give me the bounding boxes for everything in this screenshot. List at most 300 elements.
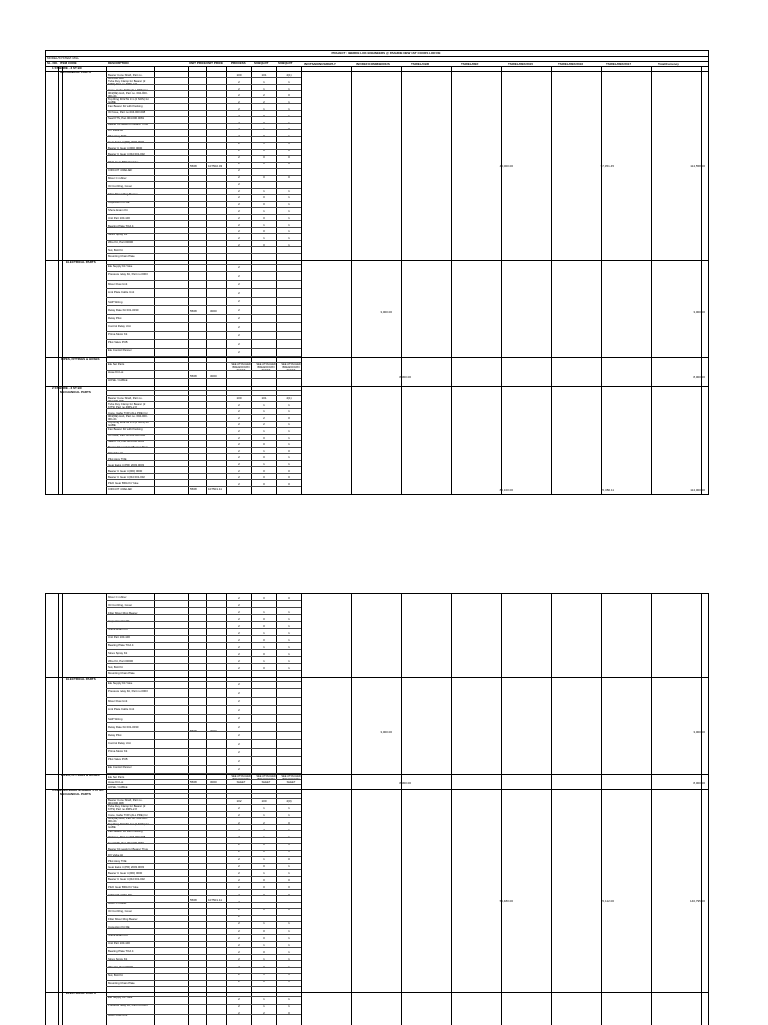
description-cell: Shore Enam Kit xyxy=(108,628,128,631)
count-cell: 1 xyxy=(288,950,290,955)
count-cell: 2 xyxy=(263,422,265,427)
description-cell: Fan Bearer Kit with Packing xyxy=(108,428,143,431)
count-cell: 1 xyxy=(288,202,290,207)
description-cell: Top Ring Fil ETH 3.1 (2 NOS) for GABE xyxy=(108,98,149,105)
count-cell: 1 xyxy=(288,402,290,407)
count-cell: 0 xyxy=(288,147,290,152)
count-cell: 0 xyxy=(263,842,265,847)
breakdown-note: SEE ATTACHED BREAKDOWN SHEET xyxy=(256,775,276,784)
count-cell: 0 xyxy=(263,134,265,139)
col-header-process: PROCESS xyxy=(231,62,246,65)
amount-cell: 55,480.00 xyxy=(499,899,513,903)
count-cell: 2 xyxy=(238,455,240,460)
description-cell: Mixer Flow Unit xyxy=(108,700,128,703)
count-cell: 1 xyxy=(263,610,265,614)
count-cell: 1 xyxy=(263,462,265,466)
amount-cell: 114,000.00 xyxy=(690,488,705,492)
count-cell: 1 xyxy=(288,645,290,649)
count-cell: 1 xyxy=(263,86,265,91)
count-cell: 1 xyxy=(288,86,290,91)
count-cell: 0 xyxy=(263,455,265,460)
count-cell: 1 xyxy=(263,659,265,663)
unit-price: 3000 xyxy=(210,375,217,378)
count-cell: 2 xyxy=(238,885,240,890)
count-cell: 0 xyxy=(288,596,290,600)
description-cell: DX Valve kit xyxy=(108,129,124,132)
description-cell: HOSE / CABLE xyxy=(108,786,128,789)
sheet-title: PRAJECT : IBERDE LOK ENGINEERS @ PANJINE NEW 1ST COURS LOR DE xyxy=(331,52,441,55)
col-header-subqldt: SUBQLDT xyxy=(254,62,269,65)
amount-cell: 8,000.00 xyxy=(693,781,705,785)
count-cell: 1 xyxy=(288,243,290,247)
description-cell: Pressure relay Kit, Part no.0003 xyxy=(108,273,148,276)
count-cell: 0 xyxy=(263,885,265,890)
description-cell: Relay Rate Kit 001-0030 xyxy=(108,726,139,729)
description-cell: Bearer C Gear 4 (Rd 001-002 xyxy=(108,878,145,881)
count-cell: 0 xyxy=(263,435,265,440)
count-cell: 1 xyxy=(288,842,290,847)
description-cell: Shore Enam Kit xyxy=(108,934,128,937)
count-cell: 1 xyxy=(288,813,290,818)
count-cell: 1 xyxy=(288,422,290,427)
count-cell: 2 xyxy=(238,215,240,220)
unit-label: 5568 xyxy=(190,375,197,378)
description-cell: Oil hose, Part no.004.000.008 xyxy=(108,434,146,437)
count-cell: 1 xyxy=(263,1004,265,1008)
count-cell: 2 xyxy=(238,265,240,269)
count-cell: 2 xyxy=(238,997,240,1001)
count-cell: 0 xyxy=(288,415,290,420)
count-cell: 2 xyxy=(238,236,240,241)
description-cell: Bearer Cone Shaft, Part no. 004.000.008 xyxy=(108,397,143,404)
section-label: PIPES, FITTINGS & HOSES xyxy=(61,774,100,777)
count-cell: 2 xyxy=(238,127,240,132)
description-cell: CIRCUIT 4 RELIEF xyxy=(108,169,133,172)
count-cell: 2 xyxy=(263,415,265,420)
count-cell: 0 xyxy=(263,638,265,642)
count-cell: 1 xyxy=(263,222,265,227)
description-cell: Bearer Cone Shaft, Part no. 004.000.008 xyxy=(108,799,143,806)
count-cell: 1 xyxy=(263,141,265,145)
count-cell: 2 xyxy=(238,120,240,125)
count-cell: 2 xyxy=(238,863,240,868)
amount-cell: 8,300.00 xyxy=(399,781,411,785)
description-cell: Mixer Flow Unit xyxy=(108,283,128,286)
description-cell: Fan Bearer Kit with Packing xyxy=(108,105,143,108)
description-cell: Hose Kit Lot xyxy=(108,781,124,784)
count-cell: 0 xyxy=(263,475,265,480)
count-cell: 2 xyxy=(238,971,240,976)
description-cell: Unit Part 100-100 xyxy=(108,942,130,945)
count-cell: 0 xyxy=(263,979,265,983)
count-cell: 2 xyxy=(238,209,240,213)
count-cell: 0 xyxy=(263,161,265,166)
description-cell: Tube Dey Clamp for Bearer (2 KITS) Part no.RMS-2.8 xyxy=(108,80,146,87)
description-cell: Relay Pilot xyxy=(108,734,122,737)
count-cell: 2 xyxy=(238,699,240,703)
section-label: 3 INDEXED BORE NUMBER 4 ST BC xyxy=(52,789,104,792)
col-header-description: DESCRIPTION xyxy=(108,62,129,65)
count-cell: 1 xyxy=(263,429,265,433)
count-cell: 2 xyxy=(263,1011,265,1015)
count-cell: 2 xyxy=(263,100,265,105)
section-label: ELECTRICAL PARTS xyxy=(66,261,96,264)
col-header-def: INV/DEF/COMM/BONUS xyxy=(356,63,390,66)
count-cell: 0 xyxy=(263,652,265,656)
count-cell: 0 xyxy=(263,950,265,955)
description-cell: Wire Kit, Part 00000 xyxy=(108,241,134,244)
count-cell: 1 xyxy=(288,624,290,628)
description-cell: Pressure relay Kit, Part no.0003 xyxy=(108,690,148,693)
amount-cell: 70,380.11 xyxy=(600,488,614,492)
count-cell: 2 xyxy=(238,273,240,278)
unit-label: 5568 xyxy=(190,899,197,902)
count-cell: 1 xyxy=(288,229,290,234)
count-cell: 2 xyxy=(238,596,240,600)
unit-price: 3000 xyxy=(210,310,217,313)
count-cell: 1 xyxy=(263,957,265,962)
amount-cell: 114,558.00 xyxy=(690,164,705,168)
description-cell: Prima Motor Kit xyxy=(108,333,128,336)
count-cell: 1 xyxy=(263,971,265,976)
count-cell: 2 xyxy=(238,435,240,440)
count-cell: 1 xyxy=(288,120,290,125)
col-header-slno: SL. NO. xyxy=(47,62,58,65)
count-cell: 0 xyxy=(263,243,265,247)
count-cell: 2 xyxy=(238,666,240,670)
count-cell: 2 xyxy=(238,350,240,354)
description-cell: Mixer C rubber xyxy=(108,177,127,180)
count-cell: 2 xyxy=(238,921,240,926)
description-cell: Oil Cut Ring, Cover xyxy=(108,910,133,913)
col-header-tsref: TS/REL/REF xyxy=(461,63,479,66)
description-cell: CIRCUIT 4 RELIEF xyxy=(108,894,133,897)
count-cell: 2 xyxy=(238,835,240,839)
count-cell: 2 xyxy=(238,957,240,962)
count-cell: 0 xyxy=(263,120,265,125)
count-cell: 2 xyxy=(238,415,240,420)
unit-price: 107501.11 xyxy=(208,899,222,902)
description-cell: Pilot Assy TOE xyxy=(108,135,127,138)
description-cell: Oil Cut Ring, Cover xyxy=(108,185,133,188)
count-cell: 2 xyxy=(238,1011,240,1015)
col-header-inv: INV/TS/BONUS/REPLY xyxy=(304,63,336,66)
count-cell: 1 xyxy=(263,409,265,414)
description-cell: Pilot Assy TOE xyxy=(108,860,127,863)
description-cell: Sinex Spray Kit xyxy=(108,958,128,961)
count-cell: 0 xyxy=(263,147,265,152)
description-cell: Mounting Chain Plate xyxy=(108,982,135,985)
description-cell: Bearer Kit seals for Bearer Thus xyxy=(108,446,148,449)
count-cell: 2 xyxy=(238,716,240,720)
section-label: ELECTRICAL PARTS xyxy=(66,678,96,681)
description-cell: Hose Kit Lot xyxy=(108,371,124,374)
count-cell: 2 xyxy=(238,333,240,337)
description-cell: Seal KTS, Pac.004.000.0081 xyxy=(108,842,145,845)
count-cell: 2 xyxy=(238,442,240,447)
description-cell: Pressure relay Kit, Part no.0003 xyxy=(108,1004,148,1007)
count-cell: 1 xyxy=(288,806,290,811)
count-cell: 1 xyxy=(263,813,265,818)
description-cell: Pilot Valve PCB xyxy=(108,341,128,344)
count-cell: 2 xyxy=(238,682,240,686)
breakdown-note: SEE ATTACHED BREAKDOWN SHEET xyxy=(281,363,301,372)
count-cell: 0 xyxy=(288,878,290,883)
count-cell: 1 xyxy=(263,209,265,213)
description-cell: Nut, Bolt Kit xyxy=(108,666,123,669)
description-cell: Cone, Gabe TOP-(ALL PRE) for 004(DE) Hub, Part no. 004-000-001-01 xyxy=(108,814,148,824)
count-cell: 1 xyxy=(288,871,290,875)
amount-cell: 57,351.45 xyxy=(600,164,614,168)
count-cell: 0 xyxy=(288,448,290,453)
count-cell: 2 xyxy=(238,161,240,166)
count-cell: 0 xyxy=(288,907,290,911)
description-cell: Seal KTS, Pac.004.000.0081 xyxy=(108,440,145,443)
count-cell: 1 xyxy=(288,113,290,118)
description-cell: Ele Control Pannel xyxy=(108,766,132,769)
count-cell: 1 xyxy=(288,943,290,947)
description-cell: Bearer C Gear 4 (RD) 0000 xyxy=(108,147,143,150)
description-cell: Relay Rate Kit 001-0030 xyxy=(108,309,139,312)
count-cell: 1 xyxy=(288,1004,290,1008)
count-cell: 2 xyxy=(238,422,240,427)
col-header-ref2016: TS/REL/REF/2016 xyxy=(558,63,584,66)
description-cell: Bearer C Gear 4 (RD) 0000 xyxy=(108,470,143,473)
count-cell: 1 xyxy=(288,141,290,145)
sub-header: MODEL/SYSTEM: MILL xyxy=(47,57,80,60)
amount-cell: 8,000.00 xyxy=(693,375,705,379)
description-cell: Bearing Plate TOA 4 xyxy=(108,644,134,647)
count-cell: 2 xyxy=(238,299,240,303)
count-cell: 2 xyxy=(238,188,240,193)
count-cell: 2 xyxy=(238,468,240,473)
count-cell: 2 xyxy=(238,914,240,919)
description-cell: Top Ring Fil ETH 3.1 (2 NOS) for GABE xyxy=(108,421,149,428)
count-cell: 2 xyxy=(238,475,240,480)
count-cell: 1 xyxy=(263,645,265,649)
count-cell: 102 xyxy=(236,799,242,803)
description-cell: Sinex Spray Kit xyxy=(108,652,128,655)
description-cell: SHP Wiring xyxy=(108,301,123,304)
description-cell: Link Plate Cable Unit xyxy=(108,291,135,294)
description-cell: Ele Supply Kit Yoke xyxy=(108,996,133,999)
count-cell: 1 xyxy=(263,806,265,811)
count-cell: 2 xyxy=(238,935,240,940)
description-cell: Mixer Flow Unit xyxy=(108,1014,128,1017)
count-cell: 1 xyxy=(263,448,265,453)
count-cell: 2 xyxy=(238,899,240,904)
description-cell: Mounting Chain Plate xyxy=(108,672,135,675)
count-cell: 2 xyxy=(238,750,240,754)
amount-cell: 140,795.00 xyxy=(689,899,705,903)
count-cell: 2 xyxy=(238,86,240,91)
count-cell: 2 xyxy=(238,690,240,695)
count-cell: 2 xyxy=(238,892,240,897)
section-group-label: MECHANICAL PARTS xyxy=(60,793,91,796)
count-cell: 1 xyxy=(288,209,290,213)
count-cell: 2 xyxy=(238,134,240,139)
count-cell: 1 xyxy=(288,652,290,656)
description-cell: Gear Eeks 4 (PR) 2003.0003 xyxy=(108,866,145,869)
description-cell: Relay Pilot xyxy=(108,317,122,320)
unit-price: 107502.03 xyxy=(208,165,223,168)
description-cell: Nut, Bolt Kit xyxy=(108,249,123,252)
count-cell: 0 xyxy=(263,935,265,940)
count-cell: 0 xyxy=(263,113,265,118)
count-cell: 1 xyxy=(288,835,290,839)
count-cell: 2 xyxy=(238,307,240,312)
count-cell: 2 xyxy=(238,93,240,98)
count-cell: 0 xyxy=(263,195,265,200)
description-cell: Bearer C Gear 4 (RD) 0000 xyxy=(108,872,143,875)
count-cell: 2 xyxy=(263,93,265,98)
unit-price: 3000 xyxy=(210,781,217,784)
amount-cell: 3,000.00 xyxy=(693,310,705,314)
count-cell: 0 xyxy=(263,202,265,207)
count-cell: 2 xyxy=(238,871,240,875)
description-cell: Fan Bearer Kit with Packing xyxy=(108,830,143,833)
count-cell: 1 xyxy=(263,79,265,84)
description-cell: Sinex Spray Kit xyxy=(108,233,128,236)
count-cell: 1 xyxy=(288,100,290,105)
count-cell: 2 xyxy=(238,290,240,295)
unit-label: 5568 xyxy=(190,165,197,168)
count-cell: 0 xyxy=(263,596,265,600)
description-cell: Nut, Bolt Kit xyxy=(108,974,123,977)
count-cell: 2 xyxy=(238,707,240,712)
count-cell: 2 xyxy=(238,827,240,832)
count-cell: 0 xyxy=(288,93,290,98)
count-cell: 2 xyxy=(238,856,240,861)
description-cell: Pilot Assy TOE xyxy=(108,458,127,461)
count-cell: 1 xyxy=(288,409,290,414)
count-cell: 1 xyxy=(288,462,290,466)
amount-cell: 86,100.00 xyxy=(499,488,513,492)
description-cell: Control Relay Unit xyxy=(108,742,131,745)
count-cell: 1 xyxy=(263,127,265,132)
count-cell: 1 xyxy=(263,631,265,635)
count-cell: 2 xyxy=(238,147,240,152)
count-cell: 1 xyxy=(288,79,290,84)
count-cell: 0 xyxy=(263,892,265,897)
count-cell: 2 xyxy=(238,631,240,635)
count-cell: 1 xyxy=(263,856,265,861)
description-cell: Oil hose, Part no.004.000.008 xyxy=(108,836,146,839)
description-cell: Gear Eeks 4 (PR) 2003.0003 xyxy=(108,464,145,467)
count-cell: 2 xyxy=(238,928,240,933)
count-cell: 2 xyxy=(238,979,240,983)
count-cell: 1 xyxy=(288,195,290,200)
description-cell: Pilot Valve PCB xyxy=(108,758,128,761)
description-cell: Bearer Kit seals for Bearer Thus xyxy=(108,123,148,126)
count-cell: 4(1) xyxy=(286,396,292,400)
count-cell: 0 xyxy=(263,624,265,628)
count-cell: 2 xyxy=(238,282,240,286)
count-cell: 2 xyxy=(238,733,240,737)
count-cell: 0 xyxy=(263,617,265,621)
description-cell: DX Valve kit xyxy=(108,452,124,455)
description-cell: Cone, Gabe TOP-(ALL PRE) for 004(DE) Hub, Part no. 004-000-001-01 xyxy=(108,412,148,422)
section-group-label: MECHANICAL PARTS xyxy=(60,71,91,74)
count-cell: 2 xyxy=(238,316,240,320)
count-cell: 1 xyxy=(288,215,290,220)
count-cell: 1 xyxy=(288,921,290,926)
count-cell: 2 xyxy=(238,907,240,911)
unit-label: 5568 xyxy=(190,488,197,491)
count-cell: 2 xyxy=(238,652,240,656)
description-cell: HOSE / CABLE xyxy=(108,379,128,382)
count-cell: 2 xyxy=(238,724,240,729)
description-cell: Gear Eeks 4 (PR) 2003.0003 xyxy=(108,141,145,144)
count-cell: 2 xyxy=(238,409,240,414)
count-cell: 2 xyxy=(238,806,240,811)
count-cell: 100 xyxy=(236,396,242,400)
section-label: 2 ST BORE - 3 ST BC xyxy=(52,387,83,390)
count-cell: 1 xyxy=(288,134,290,139)
description-cell: Mixer C rubber xyxy=(108,596,127,599)
count-cell: 1 xyxy=(288,979,290,983)
description-cell: CIRCUIT 4 RELIEF xyxy=(108,488,133,491)
count-cell: 1 xyxy=(263,835,265,839)
description-cell: Unit Part 100-100 xyxy=(108,217,130,220)
count-cell: 0 xyxy=(263,849,265,854)
description-cell: Oil hose, Part no.004.000.008 xyxy=(108,111,146,114)
count-cell: 0 xyxy=(288,127,290,132)
amount-cell: 3,000.00 xyxy=(380,310,392,314)
count-cell: 2 xyxy=(238,79,240,84)
count-cell: 2 xyxy=(238,448,240,453)
count-cell: 0 xyxy=(288,154,290,159)
count-cell: 1 xyxy=(288,935,290,940)
count-cell: 4(1) xyxy=(286,73,292,77)
count-cell: 2 xyxy=(238,964,240,969)
description-cell: Pitch Gear BRA Kit Yoke xyxy=(108,886,139,889)
count-cell: 0 xyxy=(263,229,265,234)
count-cell: 2 xyxy=(238,100,240,105)
description-cell: Inspection Kit DE xyxy=(108,620,130,623)
count-cell: 2 xyxy=(238,141,240,145)
count-cell: 100 xyxy=(261,799,267,803)
col-header-total: Total/Currency xyxy=(658,63,679,66)
section-label: 1 ST BORE - 3 ST BC xyxy=(52,67,83,70)
count-cell: 1 xyxy=(263,943,265,947)
count-cell: 1 xyxy=(263,402,265,407)
count-cell: 1 xyxy=(288,188,290,193)
count-cell: 2 xyxy=(238,154,240,159)
description-cell: Seal KTS, Pac.004.000.0081 xyxy=(108,117,145,120)
description-cell: Tube Dey Clamp for Bearer (2 KITS) Part no.RMS-2.8 xyxy=(108,403,146,410)
description-cell: Wire Kit, Part 00000 xyxy=(108,660,134,663)
col-header-ref2017: TS/REL/REF/2017 xyxy=(606,63,632,66)
description-cell: Oil Cut Ring, Cover xyxy=(108,604,133,607)
description-cell: DX Valve kit xyxy=(108,854,124,857)
count-cell: 1 xyxy=(288,435,290,440)
amount-cell: 70,112.00 xyxy=(600,899,614,903)
count-cell: 1 xyxy=(288,222,290,227)
amount-cell: 45,000.00 xyxy=(499,164,513,168)
description-cell: Filter Mixer Ring Bearer xyxy=(108,918,138,921)
count-cell: 2 xyxy=(238,202,240,207)
count-cell: 1 xyxy=(288,928,290,933)
count-cell: 0 xyxy=(288,481,290,486)
count-cell: 2 xyxy=(238,175,240,179)
description-cell: Shore Enam Kit xyxy=(108,209,128,212)
section-label: PIPES, FITTINGS & HOSES xyxy=(61,358,100,361)
count-cell: 1 xyxy=(288,971,290,976)
count-cell: 1 xyxy=(288,964,290,969)
count-cell: 2 xyxy=(238,168,240,173)
count-cell: 1 xyxy=(288,849,290,854)
